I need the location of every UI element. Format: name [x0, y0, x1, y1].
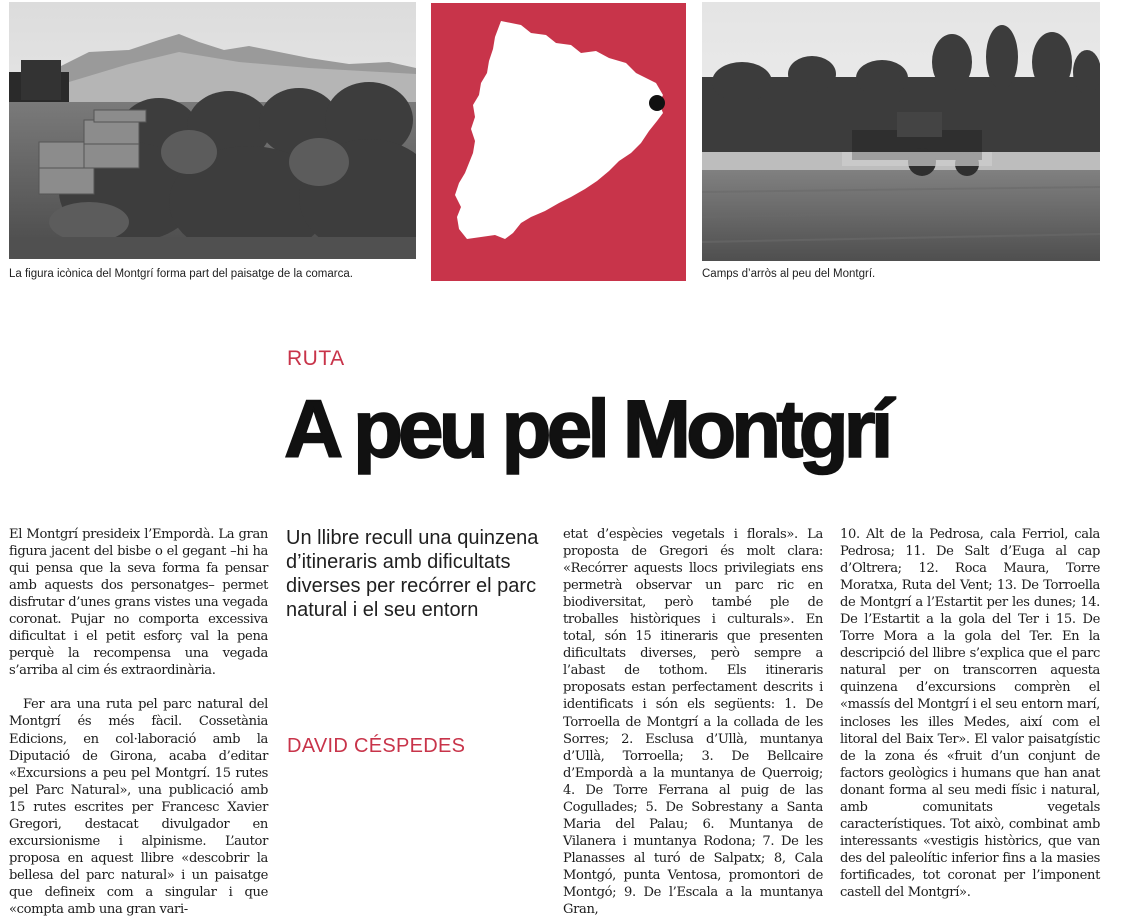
article-column-4 [840, 526, 1100, 901]
article-paragraph: Fer ara una ruta pel parc natural del Montgrí és més fàcil. Cossetània Edicions, en col·laboració amb la Diputació de Girona, acaba d’editar «Excursions a peu pel Montgrí. 15 rutes pel Parc Natural», una publicació amb 15 rutes escrites per Francesc Xavier Gregori, destacat divulgador en excursionisme i alpinisme. L’autor proposa en aquest llibre «descobrir la bellesa del parc natural» i un paisatge que defineix com a singular i que «compta amb una gran vari- [9, 697, 268, 917]
photo-left-caption: La figura icònica del Montgrí forma part del paisatge de la comarca. [9, 268, 353, 280]
photo-tractor-image [702, 2, 1100, 261]
standfirst: Un llibre recull una quinzena d’itineraris amb dificultats diverses per recórrer el parc natural i el seu entorn [286, 527, 539, 621]
byline: DAVID CÉSPEDES [287, 735, 466, 757]
photo-orchard-montgri [9, 2, 416, 259]
photo-right-caption: Camps d’arròs al peu del Montgrí. [702, 268, 876, 280]
article-column-1 [9, 526, 268, 918]
article-paragraph: etat d’espècies vegetals i florals». La proposta de Gregori és molt clara: «Recórrer aquests llocs privilegiats ens permetrà observar un parc ric en biodiversitat, però també ple de troballes històriques i culturals». En total, són 15 itineraris que presenten dificultats diverses, però sempre a l’abast de tothom. Els itineraris proposats estan perfectament descrits i identificats i són els següents: 1. De Torroella de Montgrí a la collada de les Sorres; 2. Esclusa d’Ullà, muntanya d’Ullà, Torroella; 3. De Bellcaire d’Empordà a la muntanya de Querroig; 4. De Torre Ferrana al puig de las Cogullades; 5. De Sobrestany a Santa Maria del Palau; 6. Muntanya de Vilanera i muntanya Rodona; 7. De les Planasses al turó de Salpatx; 8, Cala Montgó, punta Ventosa, promontori de Montgó; 9. De l’Escala a la muntanya Gran, [563, 527, 823, 918]
kicker-label: RUTA [287, 347, 345, 370]
article-paragraph: El Montgrí presideix l’Empordà. La gran figura jacent del bisbe o el gegant –hi ha qui pensa que la seva forma fa pensar amb aquests dos personatges– permet disfrutar d’unes grans vistes una vegada coronat. Pujar no comporta excessiva dificultat i el petit esforç val la pena perquè la recompensa una vegada s’arriba al cim és extraordinària. [9, 527, 268, 679]
catalonia-map-graphic [431, 3, 686, 281]
location-marker-icon [649, 95, 665, 111]
article-paragraph: 10. Alt de la Pedrosa, cala Ferriol, cala Pedrosa; 11. De Salt d’Euga al cap d’Oltrera; 12. Roca Maura, Torre Moratxa, Ruta del Vent; 13. De Torroella de Montgrí a l’Estartit per les dunes; 14. De l’Estartit a la gola del Ter i 15. De Torre Mora a la gola del Ter. En la descripció del llibre s’explica que el parc natural per on transcorren aquesta quinzena d’excursions comprèn el «massís del Montgrí i el seu entorn marí, incloses les illes Medes, així com el litoral del Baix Ter». El valor paisatgístic de la zona és «fruit d’un conjunt de factors geològics i humans que han anat donant forma al seu medi físic i natural, amb comunitats vegetals característiques. Tot això, combinat amb interessants «vestigis històrics, que van des del paleolític inferior fins a la masies fortificades, tot coronat per l’imponent castell del Montgrí». [840, 527, 1100, 900]
photo-orchard-image [9, 2, 416, 259]
headline: A peu pel Montgrí [284, 384, 889, 475]
photo-rice-fields [702, 2, 1100, 261]
catalonia-map [431, 3, 686, 281]
article-column-3 [563, 526, 823, 918]
